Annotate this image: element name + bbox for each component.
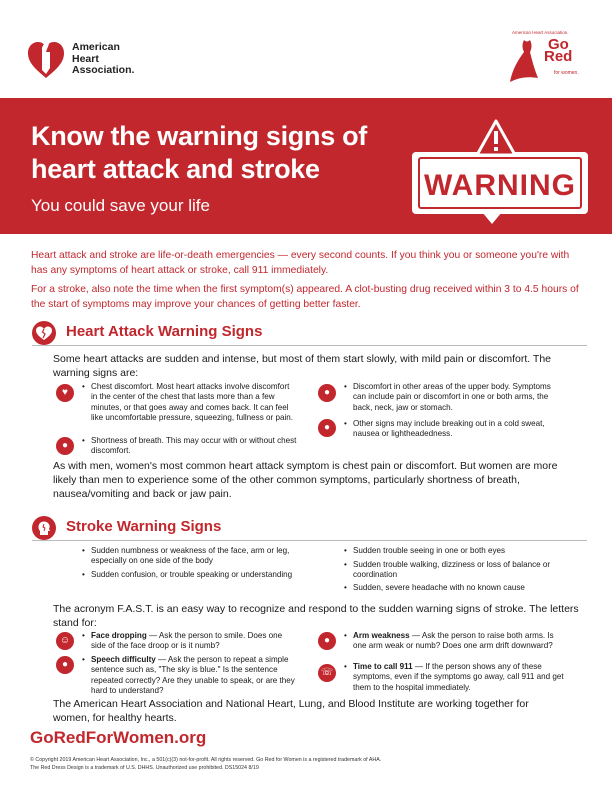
aha-logo [26,34,136,84]
closing-text: The American Heart Association and National Heart, Lung, and Blood Institute are working together for women, for healthy hearts. [53,698,529,724]
intro-paragraph-2: For a stroke, also note the time when the first symptom(s) appeared. A clot-busting drug received within 3 to 4.5 hours of the start of symptoms may improve your chances of getting better faster. [31,284,579,310]
fast-phone-icon: ☏ [318,664,336,682]
fast-face-label: Face dropping [91,631,147,640]
heart-item-4: • Other signs may include breaking out in a cold sweat, nausea or lightheadedness. [344,419,564,440]
stroke-heading [32,516,592,540]
footer-website-link[interactable]: GoRedForWomen.org [30,728,207,747]
fast-item-arm: • Arm weakness — Ask the person to raise both arms. Is one arm weak or numb? Does one arm drift downward? [344,631,554,651]
heart-attack-heading [32,321,592,345]
aha-line3: Association. [72,64,135,76]
heart-torch-logo-icon [26,34,66,80]
stroke-item-5-text: Sudden, severe headache with no known cause [353,583,525,592]
fast-speech-label: Speech difficulty [91,655,156,664]
page-header [0,0,612,98]
stroke-item-4: • Sudden trouble walking, dizziness or loss of balance or coordination [344,560,574,581]
heart-attack-title: Heart Attack Warning Signs [66,323,263,340]
stroke-item-3: • Sudden trouble seeing in one or both eyes [344,546,574,556]
stroke-item-3-text: Sudden trouble seeing in one or both eyes [353,546,506,555]
warning-box [412,152,588,214]
stroke-divider [32,540,587,541]
go-red-logo [508,30,598,88]
intro-paragraph-1: Heart attack and stroke are life-or-death emergencies — every second counts. If you think you or someone you're with has any symptoms of heart attack or stroke, call 911 immediately. [31,250,570,276]
copyright-line2: The Red Dress Design is a trademark of U.S. DHHS. Unauthorized use prohibited. DS15024 8/19 [30,765,259,771]
heart-item-3: • Discomfort in other areas of the upper body. Symptoms can include pain or discomfort in one or both arms, the back, neck, jaw or stomach. [344,382,564,413]
fast-item-face: • Face dropping — Ask the person to smile. Does one side of the face droop or is it numb? [82,631,283,651]
title-line1: Know the warning signs of [31,121,367,151]
page-title [31,120,411,186]
aha-line2: Heart [72,52,99,65]
heart-item-2-icon: ● [56,437,74,455]
fast-arm-icon: ● [318,632,336,650]
gored-for-women: for women. [554,70,579,76]
heart-divider [32,345,587,346]
stroke-item-4-text: Sudden trouble walking, dizziness or loss of balance or coordination [353,560,551,580]
red-dress-icon [508,38,544,84]
heart-item-2: • Shortness of breath. This may occur with or without chest discomfort. [82,436,297,456]
warning-box-inner [418,157,582,209]
title-line2: heart attack and stroke [31,154,320,184]
heart-item-4-icon: ● [318,419,336,437]
fast-face-icon: ☺ [56,632,74,650]
fast-face-text: — Ask the person to smile. Does one side of the face droop or is it numb? [91,631,283,651]
aha-wordmark [72,42,134,77]
fast-speech-icon: ● [56,656,74,674]
fast-lead-text: The acronym F.A.S.T. is an easy way to recognize and respond to the sudden warning signs of stroke. The letters stand for: [53,603,579,629]
page-subtitle: You could save your life [31,196,210,215]
person-head-icon [32,516,56,540]
heart-item-2-text: Shortness of breath. This may occur with or without chest discomfort. [91,436,297,456]
fast-arm-label: Arm weakness [353,631,410,640]
fast-time-label: Time to call 911 [353,662,413,671]
fast-speech-text: — Ask the person to repeat a simple sentence such as, "The sky is blue." Is the sentence repeated correctly? Are they unable to speak, or are they hard to understand? [91,655,295,696]
stroke-item-1-text: Sudden numbness or weakness of the face, arm or leg, especially on one side of the body [91,546,290,566]
heart-item-3-text: Discomfort in other areas of the upper body. Symptoms can include pain or discomfort in one or both arms, the back, neck, jaw or stomach. [353,382,551,412]
copyright [30,756,590,772]
heart-lead-text: Some heart attacks are sudden and intense, but most of them start slowly, with mild pain or discomfort. The warning signs are: [53,353,552,379]
heart-item-4-text: Other signs may include breaking out in a cold sweat, nausea or lightheadedness. [353,419,545,439]
gored-red: Red [544,48,573,65]
warning-word: WARNING [424,169,576,202]
gored-go: Go [548,36,569,53]
warning-triangle-icon [474,118,518,158]
stroke-item-2: • Sudden confusion, or trouble speaking or understanding [82,570,297,580]
heart-item-1: • Chest discomfort. Most heart attacks involve discomfort in the center of the chest that lasts more than a few minutes, or that goes away and comes back. It can feel like uncomfortable pressure, squeezing, fullness or pain. [82,382,297,424]
women-symptoms-text: As with men, women's most common heart attack symptom is chest pain or discomfort. But women are more likely than men to experience some of the other common symptoms, particularly shortness of breath, nausea/vomiting and back or jaw pain. [53,460,558,500]
stroke-item-2-text: Sudden confusion, or trouble speaking or understanding [91,570,293,579]
fast-item-time: • Time to call 911 — If the person shows any of these symptoms, even if the symptoms go away, call 911 and get them to the hospital immediately. [344,662,564,692]
copyright-line1: © Copyright 2019 American Heart Association, Inc., a 501(c)(3) not-for-profit. All rights reserved. Go Red for Women is a registered trademark of AHA. [30,757,382,763]
heart-item-1-text: Chest discomfort. Most heart attacks involve discomfort in the center of the chest that lasts more than a few minutes, or that goes away and comes back. It can feel like uncomfortable pressure, squeezing, fullness or pain. [91,382,294,423]
stroke-item-1: • Sudden numbness or weakness of the face, arm or leg, especially on one side of the body [82,546,297,567]
hero-banner [0,98,612,234]
warning-sign [412,118,588,226]
stroke-item-5: • Sudden, severe headache with no known cause [344,583,574,593]
fast-time-text: — If the person shows any of these symptoms, even if the symptoms go away, call 911 and get them to the hospital immediately. [353,662,564,692]
fast-item-speech: • Speech difficulty — Ask the person to repeat a simple sentence such as, "The sky is blue." Is the sentence repeated correctly? Are they unable to speak, or are they hard to understand? [82,655,295,696]
fast-arm-text: — Ask the person to raise both arms. Is one arm weak or numb? Does one arm drift downward? [353,631,554,651]
gored-aha-text: American Heart Association. [512,30,569,35]
stroke-title: Stroke Warning Signs [66,518,222,535]
heart-item-1-icon: ♥ [56,384,74,402]
aha-line1: American [72,41,120,53]
broken-heart-icon [32,321,56,345]
heart-item-3-icon: ● [318,384,336,402]
